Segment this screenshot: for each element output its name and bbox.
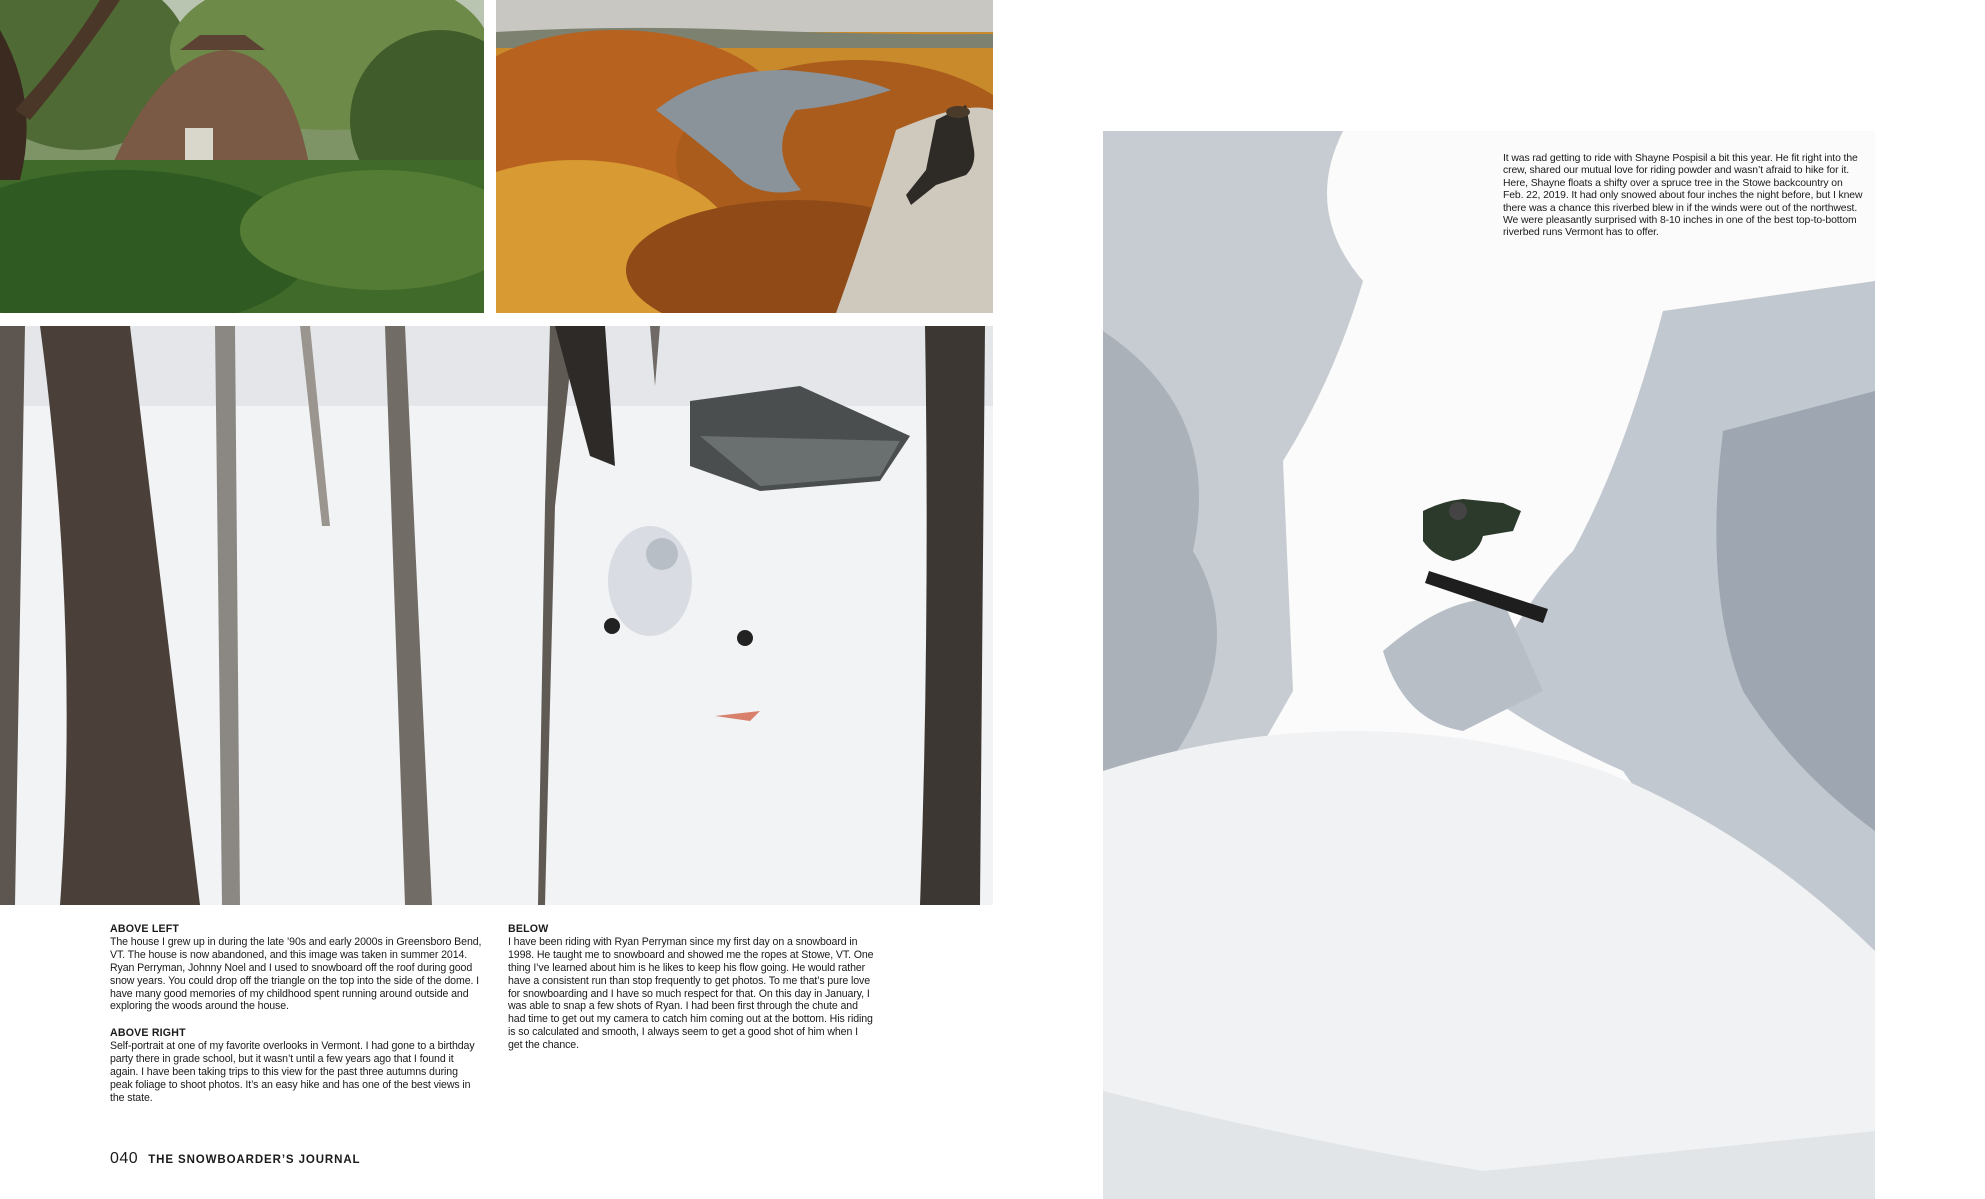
photo-snowboard-tree-jump [1103,131,1875,1199]
photo-dome-house [0,0,484,313]
captions-left-column [110,923,482,1119]
caption-body-above-left: The house I grew up in during the late ’90s and early 2000s in Greensboro Bend, VT. The house is now abandoned, and this image was taken in summer 2014. Ryan Perryman, Johnny Noel and I used to snowboard off the roof during good snow years. You could drop off the triangle on the top into the side of the dome. I have many good memories of my childhood spent running around outside and exploring the woods around the house. [110,935,482,1013]
caption-right-page [1503,153,1863,240]
photo-powder-tree-run [0,326,993,905]
caption-heading-above-left: ABOVE LEFT [110,923,180,935]
photo-lake-overlook [496,0,993,313]
caption-heading-below: BELOW [508,923,549,935]
caption-heading-above-right: ABOVE RIGHT [110,1027,186,1040]
page-folio [110,1150,360,1168]
captions-middle-column [508,923,874,1066]
caption-body-right: It was rad getting to ride with Shayne Pospisil a bit this year. He fit right into the crew, shared our mutual love for riding powder and wasn’t afraid to hike for it. Here, Shayne floats a shifty over a spruce tree in the Stowe backcountry on Feb. 22, 2019. It had only snowed about four inches the night before, but I knew there was a chance this riverbed blew in if the winds were out of the northwest. We were pleasantly surprised with 8-10 inches in one of the best top-to-bottom riverbed runs Vermont has to offer. [1503,153,1863,239]
caption-body-above-right: Self-portrait at one of my favorite overlooks in Vermont. I had gone to a birthday party there in grade school, but it wasn’t until a few years ago that I found it again. I have been taking trips to this view for the past three autumns during peak foliage to shoot photos. It’s an easy hike and has one of the best views in the state. [110,1040,475,1104]
page-number: 040 [110,1150,139,1167]
magazine-title: THE SNOWBOARDER’S JOURNAL [148,1154,361,1166]
caption-body-below: I have been riding with Ryan Perryman since my first day on a snowboard in 1998. He taught me to snowboard and showed me the ropes at Stowe, VT. One thing I’ve learned about him is he likes to keep his flow going. He would rather have a consistent run than stop frequently to get photos. To me that’s pure love for snowboarding and I have so much respect for that. On this day in January, I was able to snap a few shots of Ryan. I had been first through the chute and had time to get out my camera to catch him coming out at the bottom. His riding is so calculated and smooth, I always seem to get a good shot of him when I get the chance. [508,935,874,1052]
